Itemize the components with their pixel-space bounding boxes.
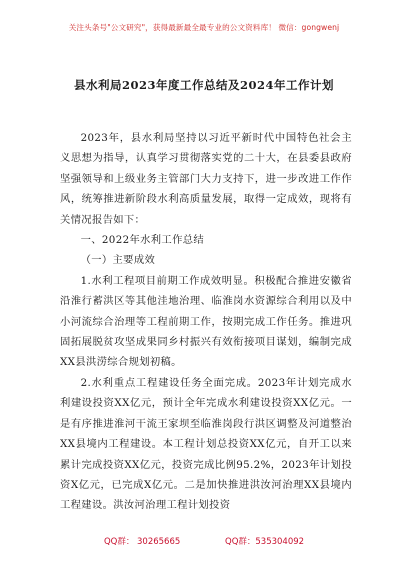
section-heading: 一、2022年水利工作总结 xyxy=(80,234,205,247)
footer-contact-bar xyxy=(0,535,408,547)
paragraph-intro: 2023年，县水利局坚持以习近平新时代中国特色社会主义思想为指导，认真学习贯彻落实党的二十大，在县委县政府坚强领导和上级业务主管部门大力支持下，进一步改进工作作风，统筹推进新阶段水利高质量发展，取得一定成效，现将有关情况报告如下： xyxy=(60,132,352,226)
qq-group-1: QQ群： 30265665 xyxy=(103,537,181,547)
qq-group-2: QQ群：535304092 xyxy=(225,537,305,547)
document-title: 县水利局2023年度工作总结及2024年工作计划 xyxy=(73,78,334,92)
subsection-heading: （一）主要成效 xyxy=(80,254,156,267)
paragraph-item-1: 1.水利工程项目前期工作成效明显。积极配合推进安徽省沿淮行蓄洪区等其他洼地治理、临淮岗水资源综合利用以及中小河流综合治理等工程前期工作，按期完成工作任务。推进巩固拓展脱贫攻坚成果同乡村振兴有效衔接项目谋划，编制完成XX县洪涝综合规划初稿。 xyxy=(60,274,352,369)
document-body xyxy=(60,128,352,516)
paragraph-item-2: 2.水利重点工程建设任务全面完成。2023年计划完成水利建设投资XX亿元，预计全年完成水利建设投资XX亿元。一是有序推进淮河干流王家坝至临淮岗段行洪区调整及河道整治XX县境内工程建设。本工程计划总投资XX亿元，自开工以来累计完成投资XX亿元，投资完成比例95.2%，2023年计划投资X亿元，已完成X亿元。二是加快推进洪汝河治理XX县境内工程建设。洪汝河治理工程计划投资 xyxy=(60,376,352,512)
header-banner: 关注头条号"公文研究"，获得最新最全最专业的公文资料库！ 微信：gongwenj xyxy=(68,23,340,32)
